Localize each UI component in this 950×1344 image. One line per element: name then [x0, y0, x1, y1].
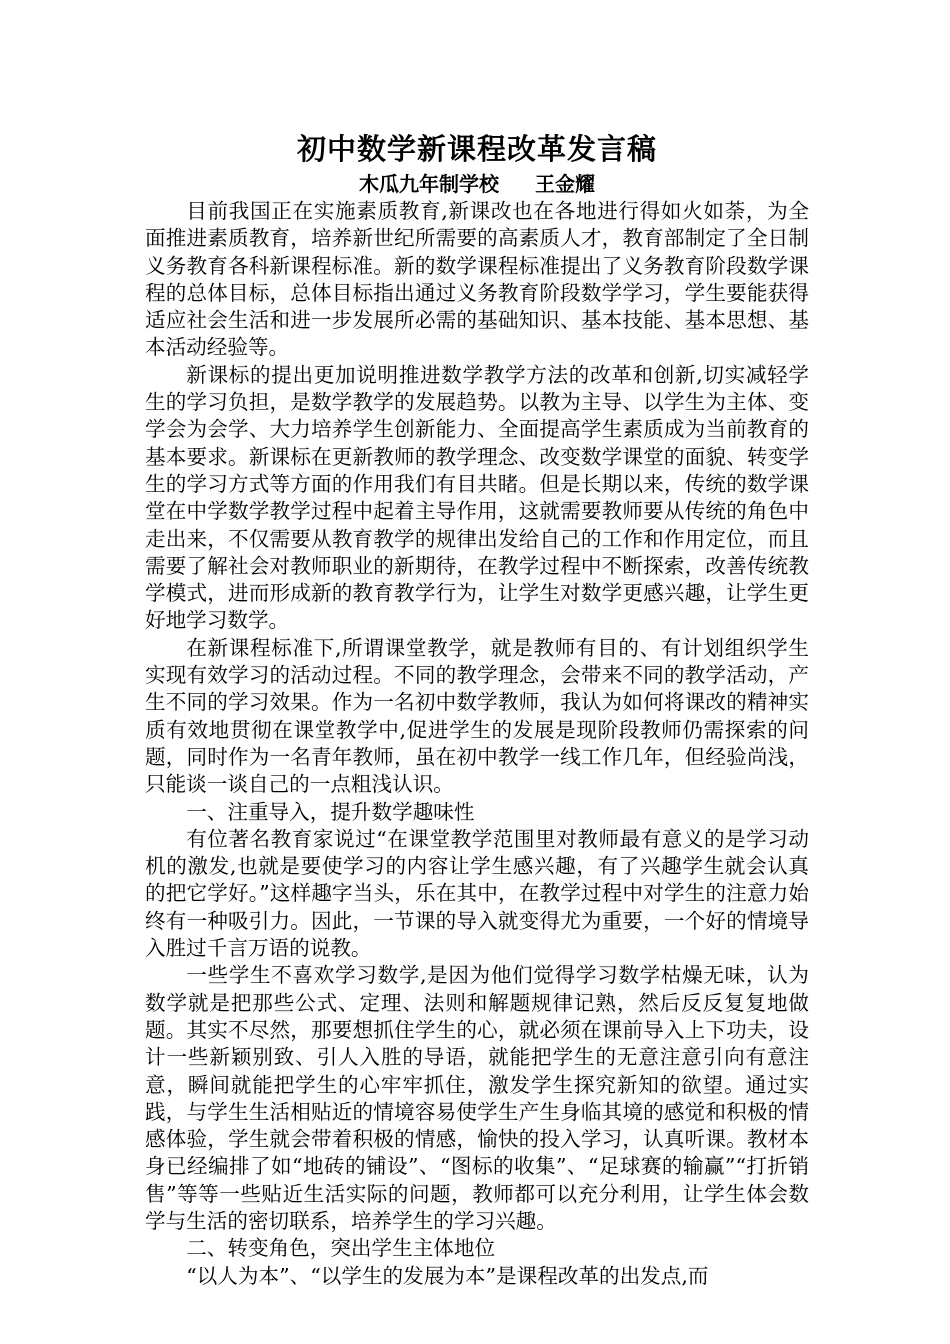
- document-body: [145, 198, 809, 1290]
- section-heading-2: 二、转变角色，突出学生主体地位: [186, 1236, 496, 1261]
- school-name: 木瓜九年制学校: [359, 172, 499, 196]
- paragraph: 一些学生不喜欢学习数学,是因为他们觉得学习数学枯燥无味，认为数学就是把那些公式、定理、法则和解题规律记熟，然后反反复复地做题。其实不尽然，那要想抓住学生的心，就必须在课前导入上下功夫，设计一些新颖别致、引人入胜的导语，就能把学生的无意注意引向有意注意，瞬间就能把学生的心牢牢抓住，激发学生探究新知的欲望。通过实践，与学生生活相贴近的情境容易使学生产生身临其境的感觉和积极的情感体验，学生就会带着积极的情感，愉快的投入学习，认真听课。教材本身已经编排了如“地砖的铺设”、“图标的收集”、“足球赛的输赢”“打折销售”等等一些贴近生活实际的问题，教师都可以充分利用，让学生体会数学与生活的密切联系，培养学生的学习兴趣。: [145, 963, 809, 1233]
- paragraph: 在新课程标准下,所谓课堂教学，就是教师有目的、有计划组织学生实现有效学习的活动过程。不同的教学理念，会带来不同的教学活动，产生不同的学习效果。作为一名初中数学教师，我认为如何将课改的精神实质有效地贯彻在课堂教学中,促进学生的发展是现阶段教师仍需探索的问题，同时作为一名青年教师，虽在初中教学一线工作几年，但经验尚浅，只能谈一谈自己的一点粗浅认识。: [145, 635, 809, 797]
- byline: [145, 170, 809, 198]
- paragraph: “以人为本”、“以学生的发展为本”是课程改革的出发点,而: [186, 1263, 709, 1288]
- author-name: 王金耀: [535, 172, 595, 196]
- document-title: 初中数学新课程改革发言稿: [296, 132, 657, 166]
- paragraph: 目前我国正在实施素质教育,新课改也在各地进行得如火如荼，为全面推进素质教育，培养新世纪所需要的高素质人才，教育部制定了全日制义务教育各科新课程标准。新的数学课程标准提出了义务教育阶段数学课程的总体目标，总体目标指出通过义务教育阶段数学学习，学生要能获得适应社会生活和进一步发展所必需的基础知识、基本技能、基本思想、基本活动经验等。: [145, 199, 809, 360]
- section-heading-1: 一、注重导入，提升数学趣味性: [186, 799, 475, 824]
- paragraph: 新课标的提出更加说明推进数学教学方法的改革和创新,切实减轻学生的学习负担，是数学教学的发展趋势。以教为主导、以学生为主体、变学会为会学、大力培养学生创新能力、全面提高学生素质成为当前教育的基本要求。新课标在更新教师的教学理念、改变数学课堂的面貌、转变学生的学习方式等方面的作用我们有目共睹。但是长期以来，传统的数学课堂在中学数学教学过程中起着主导作用，这就需要教师要从传统的角色中走出来，不仅需要从教育教学的规律出发给自己的工作和作用定位，而且需要了解社会对教师职业的新期待，在教学过程中不断探索，改善传统教学模式，进而形成新的教育教学行为，让学生对数学更感兴趣，让学生更好地学习数学。: [145, 362, 809, 633]
- paragraph: 有位著名教育家说过“在课堂教学范围里对教师最有意义的是学习动机的激发,也就是要使学习的内容让学生感兴趣，有了兴趣学生就会认真的把它学好。”这样趣字当头，乐在其中，在教学过程中对学生的注意力始终有一种吸引力。因此，一节课的导入就变得尤为重要，一个好的情境导入胜过千言万语的说教。: [145, 826, 809, 961]
- document-page: [145, 128, 809, 1290]
